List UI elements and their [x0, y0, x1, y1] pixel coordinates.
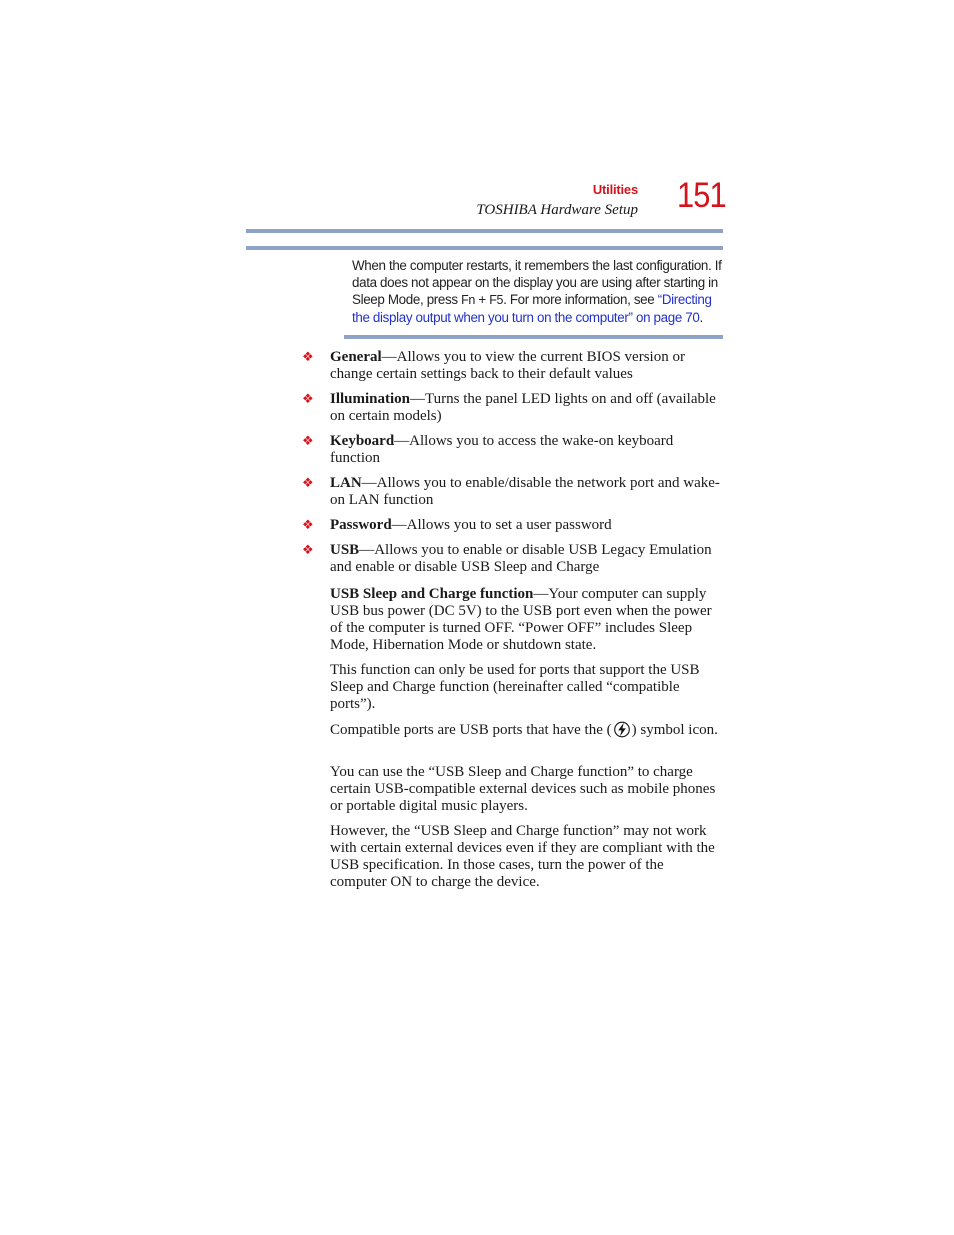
- note-text-3: .: [699, 310, 703, 325]
- usb-sleep-and-charge-icon: [612, 721, 632, 738]
- list-item-term: USB: [330, 542, 360, 558]
- note-text-2: . For more information, see: [503, 292, 658, 307]
- bullet-icon: ❖: [302, 434, 314, 449]
- list-item-desc: —Allows you to enable/disable the network port and wake-on LAN function: [330, 475, 720, 508]
- list-item-keyboard: [302, 433, 726, 467]
- charge-devices-paragraph: You can use the “USB Sleep and Charge function” to charge certain USB-compatible external devices such as mobile phones or portable digital music players.: [330, 764, 716, 814]
- bullet-icon: ❖: [302, 350, 314, 365]
- list-item-term: Keyboard: [330, 433, 395, 449]
- list-item-desc: —Allows you to enable or disable USB Legacy Emulation and enable or disable USB Sleep and Charge: [330, 542, 712, 575]
- subsection-label: TOSHIBA Hardware Setup: [476, 202, 638, 218]
- note-text: When the computer restarts, it remembers the last configuration. If data does not appear on the display you are using after starting in Sleep Mode, press: [352, 258, 722, 307]
- usb-sleep-charge-paragraph: [330, 586, 724, 654]
- bullet-icon: ❖: [302, 392, 314, 407]
- symbol-icon-paragraph: [330, 721, 724, 739]
- key-f5: F5: [489, 293, 504, 307]
- compatible-ports-paragraph: This function can only be used for ports that support the USB Sleep and Charge function (hereinafter called “compatible ports”).: [330, 662, 700, 712]
- list-item-desc: —Turns the panel LED lights on and off (available on certain models): [330, 391, 716, 424]
- list-item-term: General: [330, 349, 382, 365]
- note-box: [352, 257, 724, 326]
- note-top-rule: [246, 246, 723, 250]
- bullet-icon: ❖: [302, 543, 314, 558]
- list-item-usb: [302, 542, 726, 576]
- list-item-desc: —Allows you to view the current BIOS version or change certain settings back to their default values: [330, 349, 685, 382]
- usb-sleep-charge-desc: —Your computer can supply USB bus power (DC 5V) to the USB port even when the power of the computer is turned OFF. “Power OFF” includes Sleep Mode, Hibernation Mode or shutdown state.: [330, 586, 712, 653]
- list-item-desc: —Allows you to access the wake-on keyboard function: [330, 433, 674, 466]
- compatibility-warning-paragraph: However, the “USB Sleep and Charge function” may not work with certain external devices even if they are compliant with the USB specification. In those cases, turn the power of the computer ON to charge the device.: [330, 823, 715, 890]
- list-item-desc: —Allows you to set a user password: [391, 517, 612, 533]
- list-item-term: Password: [330, 517, 392, 533]
- header-rule: [246, 229, 723, 233]
- symbol-text-before: Compatible ports are USB ports that have the (: [330, 722, 612, 738]
- section-label: Utilities: [592, 182, 638, 197]
- list-item-term: Illumination: [330, 391, 411, 407]
- page-number: 151: [677, 176, 726, 215]
- note-bottom-rule: [344, 335, 723, 339]
- list-item-illumination: [302, 391, 726, 425]
- bullet-icon: ❖: [302, 518, 314, 533]
- directing-display-output-link[interactable]: “Directing the display output when you turn on the computer” on page 70: [352, 292, 712, 325]
- bullet-icon: ❖: [302, 476, 314, 491]
- settings-list: [302, 349, 726, 584]
- key-plus: +: [474, 292, 490, 307]
- list-item-term: LAN: [330, 475, 362, 491]
- list-item-general: [302, 349, 726, 383]
- key-fn: Fn: [461, 293, 475, 307]
- list-item-lan: [302, 475, 726, 509]
- symbol-text-after: ) symbol icon.: [631, 722, 718, 738]
- list-item-password: [302, 517, 726, 534]
- usb-sleep-charge-term: USB Sleep and Charge function: [330, 586, 534, 602]
